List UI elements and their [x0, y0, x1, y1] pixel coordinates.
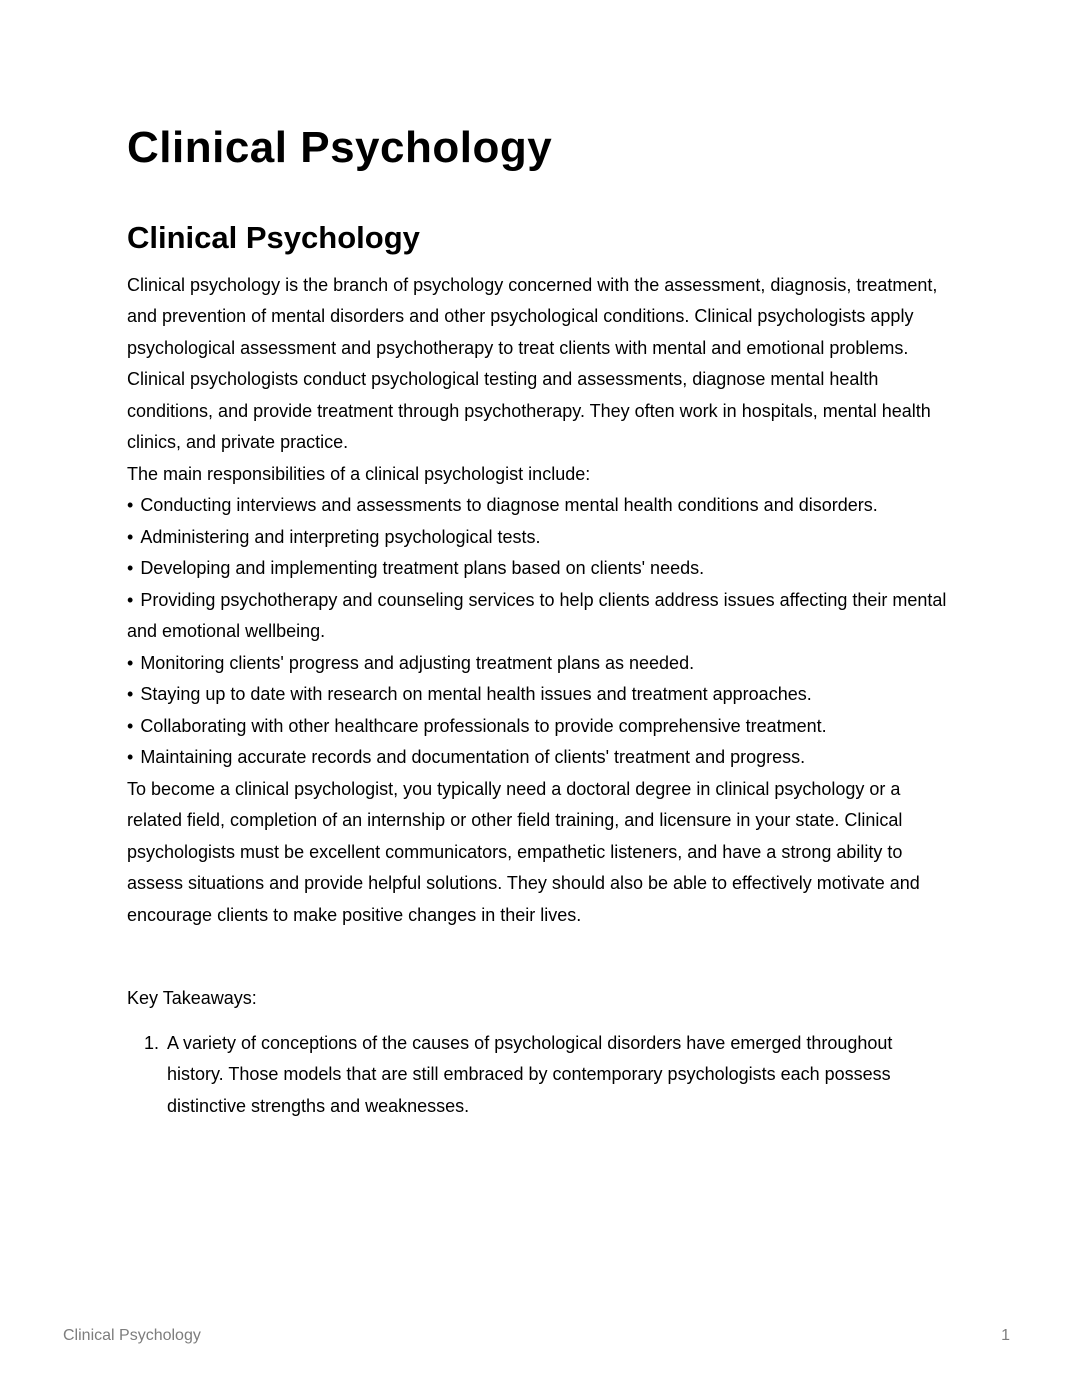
bullet-text: Developing and implementing treatment plans based on clients' needs. [140, 558, 705, 579]
paragraph: To become a clinical psychologist, you typically need a doctoral degree in clinical psychology or a related field, completion of an internship or other field training, and licensure in your state. Clinical psychologists must be excellent communicators, empathetic listeners, and have a strong ability to assess situations and provide helpful solutions. They should also be able to effectively motivate and encourage clients to make positive changes in their lives. [127, 778, 920, 925]
bullet-item [127, 742, 953, 774]
bullet-item [127, 490, 953, 522]
page-footer [63, 1327, 1010, 1345]
paragraph: The main responsibilities of a clinical psychologist include: [127, 463, 591, 484]
footer-document-name: Clinical Psychology [63, 1327, 201, 1344]
bullet-marker: • [127, 495, 134, 516]
key-takeaways-heading: Key Takeaways: [127, 988, 257, 1009]
bullet-text: Providing psychotherapy and counseling services to help clients address issues affecting their mental and emotional wellbeing. [127, 589, 947, 642]
takeaway-text: A variety of conceptions of the causes of psychological disorders have emerged throughout history. Those models that are still embraced by contemporary psychologists each possess distinctive strengths and weaknesses. [167, 1032, 893, 1116]
bullet-marker: • [127, 747, 134, 768]
bullet-marker: • [127, 526, 134, 547]
paragraph: Clinical psychologists conduct psychological testing and assessments, diagnose mental health conditions, and provide treatment through psychotherapy. They often work in hospitals, mental health clinics, and private practice. [127, 369, 931, 453]
bullet-item [127, 679, 953, 711]
bullet-item [127, 553, 953, 585]
key-takeaways-section [127, 983, 953, 1122]
page-number: 1 [1001, 1327, 1010, 1344]
takeaway-number: 1. [143, 1032, 159, 1053]
bullet-item [127, 522, 953, 554]
body-text [127, 270, 953, 1123]
section-heading: Clinical Psychology [127, 219, 420, 255]
bullet-text: Maintaining accurate records and documentation of clients' treatment and progress. [140, 747, 806, 768]
bullet-item [127, 648, 953, 680]
bullet-text: Administering and interpreting psychological tests. [140, 526, 541, 547]
bullet-text: Conducting interviews and assessments to diagnose mental health conditions and disorders. [140, 495, 878, 516]
bullet-marker: • [127, 558, 134, 579]
bullet-text: Staying up to date with research on mental health issues and treatment approaches. [140, 684, 812, 705]
bullet-marker: • [127, 652, 134, 673]
document-title: Clinical Psychology [127, 123, 553, 172]
bullet-marker: • [127, 715, 134, 736]
takeaway-list [127, 1028, 953, 1123]
bullet-item [127, 711, 953, 743]
bullet-marker: • [127, 589, 134, 610]
bullet-text: Collaborating with other healthcare professionals to provide comprehensive treatment. [140, 715, 827, 736]
bullet-text: Monitoring clients' progress and adjusting treatment plans as needed. [140, 652, 695, 673]
bullet-item [127, 585, 953, 648]
paragraph: Clinical psychology is the branch of psychology concerned with the assessment, diagnosis, treatment, and prevention of mental disorders and other psychological conditions. Clinical psychologists apply psychological assessment and psychotherapy to treat clients with mental and emotional problems. [127, 274, 938, 358]
takeaway-item [137, 1028, 953, 1123]
bullet-marker: • [127, 684, 134, 705]
